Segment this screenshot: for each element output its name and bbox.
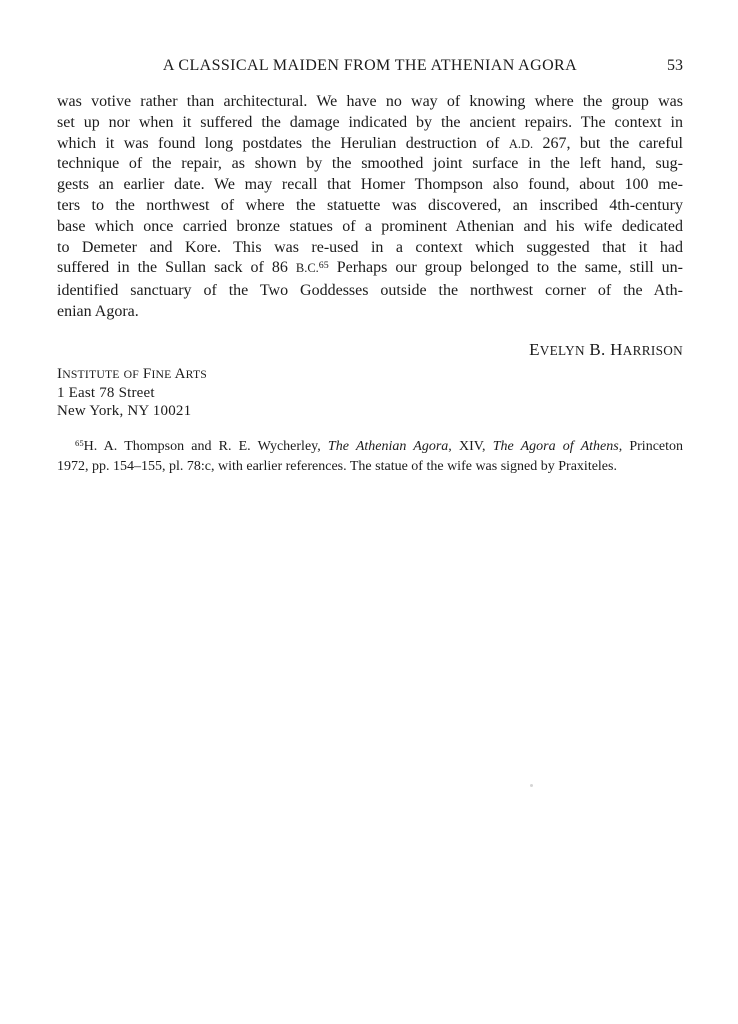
- text-line: [57, 281, 683, 302]
- text-segment: gests an earlier date. We may recall that Homer Thompson also found, about 100 me-: [57, 176, 683, 194]
- text-segment: 65: [75, 438, 84, 449]
- text-segment: to Demeter and Kore. This was re-used in a context which suggested that it had: [57, 238, 683, 256]
- text-segment: INE: [151, 368, 172, 381]
- text-segment: 267, but the careful: [533, 134, 683, 152]
- text-segment: 65: [318, 259, 329, 271]
- running-head-title: A CLASSICAL MAIDEN FROM THE ATHENIAN AGORA: [162, 57, 578, 74]
- text-line: [57, 92, 683, 113]
- text-line: [57, 196, 683, 217]
- author-address-block: [57, 365, 457, 420]
- body-paragraph: [57, 92, 683, 323]
- text-line: [57, 258, 683, 281]
- page-number: 53: [667, 57, 683, 74]
- text-line: [57, 437, 683, 457]
- text-segment: which it was found long postdates the Herulian destruction of: [57, 134, 509, 152]
- text-segment: NSTITUTE: [62, 368, 120, 381]
- text-line: [57, 302, 683, 323]
- text-line: [57, 113, 683, 134]
- page-header: [57, 57, 683, 77]
- text-segment: 1 East 78 Street: [57, 385, 155, 401]
- text-segment: ARRISON: [622, 343, 683, 358]
- text-line: [57, 175, 683, 196]
- text-line: [57, 384, 457, 402]
- author-name: [57, 340, 683, 360]
- text-segment: H. A. Thompson and R. E. Wycherley,: [83, 439, 328, 454]
- text-segment: base which once carried bronze statues of a prominent Athenian and his wife dedicated: [57, 217, 683, 235]
- text-segment: VELYN: [539, 343, 585, 358]
- text-segment: , XIV,: [448, 439, 493, 454]
- text-segment: set up nor when it suffered the damage indicated by the ancient repairs. The context in: [57, 113, 683, 131]
- text-segment: A: [171, 366, 186, 382]
- text-segment: enian Agora.: [57, 302, 139, 320]
- text-segment: ters to the northwest of where the statuette was discovered, an inscribed 4th-century: [57, 196, 683, 214]
- text-segment: identified sanctuary of the Two Goddesses outside the northwest corner of the Ath-: [57, 282, 683, 300]
- text-segment: The Agora of Athens: [492, 439, 619, 454]
- text-line: [57, 238, 683, 259]
- text-segment: OF: [123, 368, 139, 381]
- text-line: [57, 457, 683, 476]
- text-line: [57, 402, 457, 420]
- text-segment: Perhaps our group belonged to the same, still un-: [328, 259, 683, 277]
- text-segment: was votive rather than architectural. We have no way of knowing where the group was: [57, 93, 683, 110]
- text-line: [57, 134, 683, 155]
- text-line: [57, 154, 683, 175]
- text-segment: technique of the repair, as shown by the smoothed joint surface in the left hand, sug-: [57, 155, 683, 173]
- text-segment: 1972, pp. 154–155, pl. 78:c, with earlier references. The statue of the wife was signed by Praxiteles.: [57, 459, 617, 474]
- text-segment: B. H: [584, 340, 623, 359]
- text-segment: I: [57, 366, 63, 382]
- text-line: [57, 365, 457, 384]
- text-segment: E: [529, 340, 540, 359]
- text-segment: suffered in the Sullan sack of 86: [57, 259, 296, 277]
- text-segment: , Princeton: [618, 439, 684, 454]
- scan-artifact-speck: [530, 784, 533, 787]
- text-segment: New York, NY 10021: [57, 403, 192, 419]
- text-segment: RTS: [185, 368, 208, 381]
- text-line: [57, 217, 683, 238]
- text-segment: The Athenian Agora: [327, 439, 449, 454]
- text-segment: A.D.: [508, 136, 534, 151]
- text-segment: B.C.: [295, 261, 319, 276]
- text-segment: F: [138, 366, 152, 382]
- footnote: [57, 437, 683, 476]
